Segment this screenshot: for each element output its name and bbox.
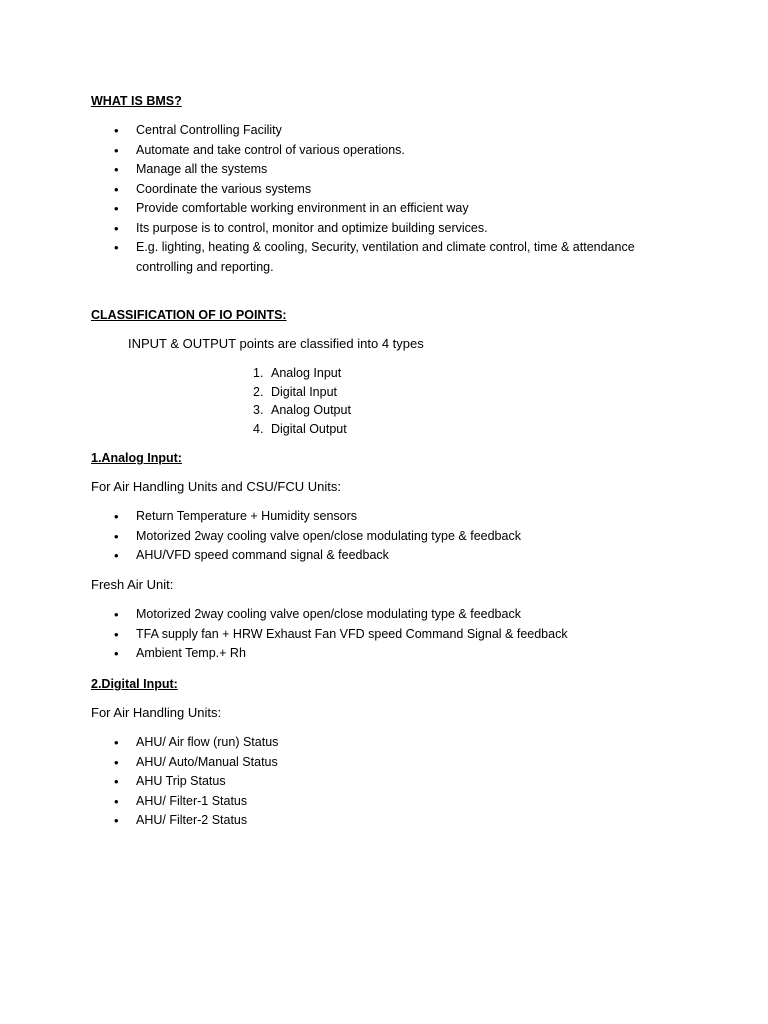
list-item: • AHU/ Auto/Manual Status <box>110 753 278 773</box>
list-item: • Central Controlling Facility <box>110 121 656 141</box>
list-item: • Motorized 2way cooling valve open/close modulating type & feedback <box>110 527 521 547</box>
list-item: • AHU Trip Status <box>110 772 278 792</box>
list-item: • Its purpose is to control, monitor and optimize building services. <box>110 219 656 239</box>
classification-intro: INPUT & OUTPUT points are classified into 4 types <box>128 336 424 351</box>
list-item: • Motorized 2way cooling valve open/close modulating type & feedback <box>110 605 568 625</box>
list-item: • AHU/VFD speed command signal & feedback <box>110 546 521 566</box>
list-item: • Ambient Temp.+ Rh <box>110 644 568 664</box>
list-item: • AHU/ Filter-2 Status <box>110 811 278 831</box>
digital-ahu-list <box>110 733 278 831</box>
io-types-list <box>253 364 351 439</box>
list-item: • Automate and take control of various operations. <box>110 141 656 161</box>
section-heading-classification: CLASSIFICATION OF IO POINTS: <box>91 308 287 322</box>
analog-ahu-list <box>110 507 521 566</box>
list-item: 1. Analog Input <box>253 366 342 380</box>
list-item: 2. Digital Input <box>253 384 338 399</box>
analog-fau-list <box>110 605 568 664</box>
section-heading-what-is-bms: WHAT IS BMS? <box>91 94 182 108</box>
list-item: 3. Analog Output <box>253 403 351 418</box>
list-item: 4. Digital Output <box>253 422 347 437</box>
bms-bullet-list <box>110 121 656 277</box>
ahu-label: For Air Handling Units: <box>91 705 222 720</box>
list-item: • Return Temperature + Humidity sensors <box>110 507 521 527</box>
ahu-csu-fcu-label: For Air Handling Units and CSU/FCU Units: <box>91 479 341 494</box>
fresh-air-unit-label: Fresh Air Unit: <box>91 577 174 592</box>
list-item: • AHU/ Filter-1 Status <box>110 792 278 812</box>
list-item: • AHU/ Air flow (run) Status <box>110 733 278 753</box>
list-item: • Coordinate the various systems <box>110 180 656 200</box>
section-heading-digital-input: 2.Digital Input: <box>91 677 178 691</box>
list-item: • Manage all the systems <box>110 160 656 180</box>
list-item: • Provide comfortable working environment in an efficient way <box>110 199 656 219</box>
section-heading-analog-input: 1.Analog Input: <box>91 451 182 465</box>
list-item: • TFA supply fan + HRW Exhaust Fan VFD speed Command Signal & feedback <box>110 625 568 645</box>
list-item: • E.g. lighting, heating & cooling, Security, ventilation and climate control, time & attendance controlling and reporting. <box>110 238 656 277</box>
